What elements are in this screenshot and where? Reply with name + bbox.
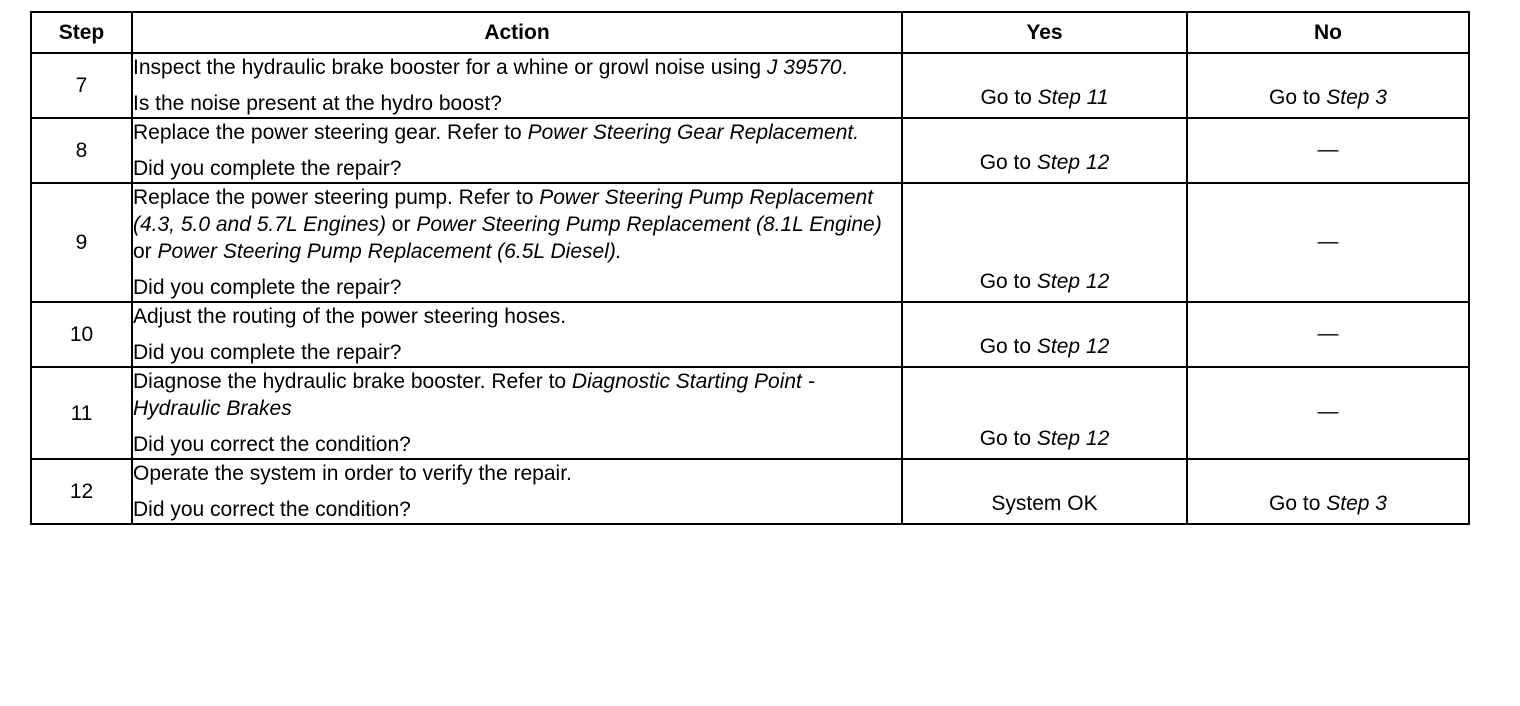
action-cell xyxy=(132,302,902,367)
step-number: 12 xyxy=(31,459,132,524)
yes-cell xyxy=(902,118,1187,183)
yes-cell xyxy=(902,53,1187,118)
italic-reference: Power Steering Pump Replacement (6.5L Diesel). xyxy=(157,240,622,263)
italic-reference: Step 3 xyxy=(1326,86,1387,109)
table-row xyxy=(31,459,1469,524)
italic-reference: Power Steering Gear Replacement. xyxy=(527,121,860,144)
no-result xyxy=(1188,320,1468,347)
yes-result xyxy=(903,84,1186,111)
italic-reference: J 39570 xyxy=(766,56,842,79)
yes-result xyxy=(903,333,1186,360)
table-row xyxy=(31,183,1469,302)
table-row xyxy=(31,53,1469,118)
text-run: — xyxy=(1317,400,1339,424)
action-question: Did you correct the condition? xyxy=(133,433,411,456)
action-question: Did you complete the repair? xyxy=(133,341,402,364)
table-row xyxy=(31,367,1469,459)
action-text xyxy=(133,460,901,487)
action-question: Did you correct the condition? xyxy=(133,498,411,521)
italic-reference: Step 12 xyxy=(1036,335,1110,358)
action-cell xyxy=(132,459,902,524)
text-run: Go to xyxy=(1269,86,1327,109)
text-run: Inspect the hydraulic brake booster for a whine or growl noise using xyxy=(133,56,767,79)
text-run: Replace the power steering gear. Refer to xyxy=(133,121,528,144)
header-row xyxy=(31,12,1469,53)
action-cell xyxy=(132,183,902,302)
text-run: or xyxy=(133,240,158,263)
header-no: No xyxy=(1187,12,1469,53)
yes-result xyxy=(903,425,1186,452)
yes-cell xyxy=(902,367,1187,459)
text-run: — xyxy=(1317,229,1339,253)
yes-result xyxy=(903,268,1186,295)
no-result xyxy=(1188,490,1468,517)
action-text xyxy=(133,303,901,330)
action-text xyxy=(133,368,901,422)
action-question: Did you complete the repair? xyxy=(133,157,402,180)
text-run: Go to xyxy=(979,151,1037,174)
no-cell xyxy=(1187,367,1469,459)
no-result xyxy=(1188,228,1468,255)
no-cell xyxy=(1187,459,1469,524)
action-cell xyxy=(132,118,902,183)
yes-result xyxy=(903,149,1186,176)
action-cell xyxy=(132,53,902,118)
text-run: — xyxy=(1317,137,1339,161)
no-cell xyxy=(1187,53,1469,118)
italic-reference: Power Steering Pump Replacement (4.3, 5.0 and 5.7L Engines) xyxy=(133,186,874,236)
text-run: Adjust the routing of the power steering hoses. xyxy=(133,305,567,328)
text-run: Go to xyxy=(980,86,1038,109)
header-step: Step xyxy=(31,12,132,53)
step-number: 7 xyxy=(31,53,132,118)
step-number: 8 xyxy=(31,118,132,183)
italic-reference: Step 3 xyxy=(1326,492,1387,515)
text-run: Go to xyxy=(1269,492,1327,515)
action-cell xyxy=(132,367,902,459)
text-run: Operate the system in order to verify the repair. xyxy=(133,462,572,485)
text-run: or xyxy=(385,213,417,236)
no-result xyxy=(1188,136,1468,163)
italic-reference: Diagnostic Starting Point - Hydraulic Brakes xyxy=(133,370,815,420)
action-text xyxy=(133,119,901,146)
header-yes: Yes xyxy=(902,12,1187,53)
text-run: Go to xyxy=(979,270,1037,293)
yes-cell xyxy=(902,183,1187,302)
text-run: Diagnose the hydraulic brake booster. Refer to xyxy=(133,370,572,393)
text-run: System OK xyxy=(991,492,1098,515)
action-text xyxy=(133,54,901,81)
text-run: — xyxy=(1317,321,1339,345)
no-cell xyxy=(1187,118,1469,183)
text-run: Replace the power steering pump. Refer to xyxy=(133,186,540,209)
italic-reference: Power Steering Pump Replacement (8.1L Engine) xyxy=(416,213,882,236)
no-result xyxy=(1188,84,1468,111)
text-run: Go to xyxy=(979,427,1037,450)
italic-reference: Step 12 xyxy=(1036,427,1110,450)
diagnostic-table xyxy=(30,11,1470,525)
action-question: Did you complete the repair? xyxy=(133,276,402,299)
no-cell xyxy=(1187,183,1469,302)
no-cell xyxy=(1187,302,1469,367)
no-result xyxy=(1188,398,1468,425)
yes-cell xyxy=(902,302,1187,367)
yes-cell xyxy=(902,459,1187,524)
italic-reference: Step 12 xyxy=(1036,270,1110,293)
italic-reference: Step 12 xyxy=(1036,151,1110,174)
table-row xyxy=(31,302,1469,367)
header-action: Action xyxy=(132,12,902,53)
step-number: 11 xyxy=(31,367,132,459)
table-row xyxy=(31,118,1469,183)
step-number: 9 xyxy=(31,183,132,302)
step-number: 10 xyxy=(31,302,132,367)
yes-result xyxy=(903,490,1186,517)
italic-reference: Step 11 xyxy=(1037,86,1109,109)
text-run: . xyxy=(841,56,848,79)
action-question: Is the noise present at the hydro boost? xyxy=(133,92,502,115)
text-run: Go to xyxy=(979,335,1037,358)
action-text xyxy=(133,184,901,265)
